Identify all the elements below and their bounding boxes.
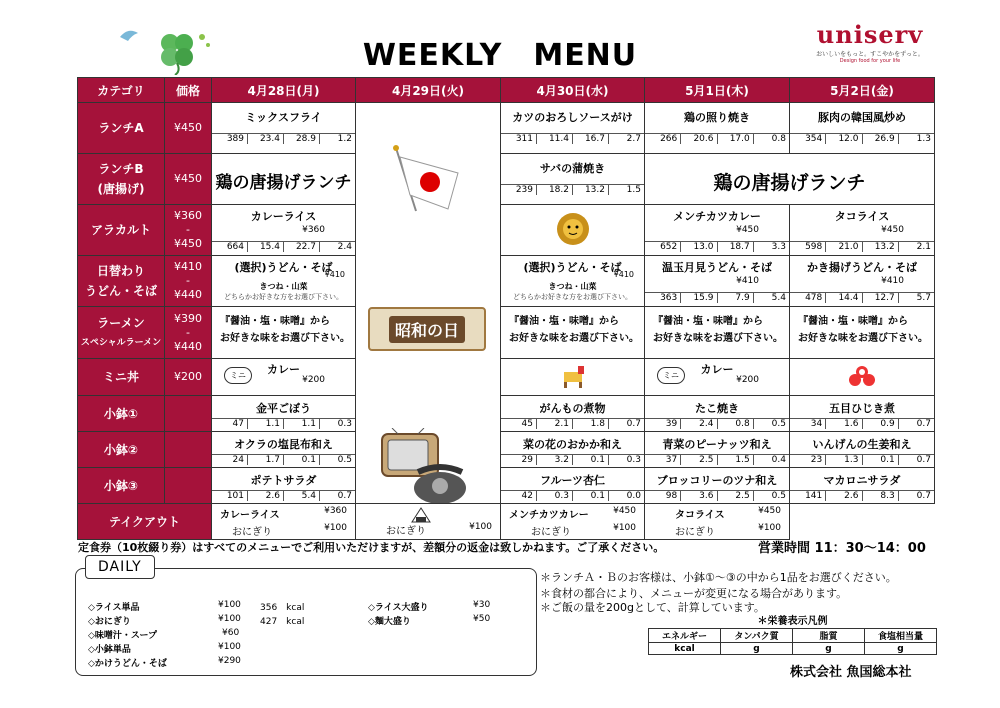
price-ramen: ¥390 - ¥440 <box>165 307 212 359</box>
dish-name: オクラの塩昆布和え <box>234 438 333 451</box>
page-title: WEEKLY MENU <box>362 38 638 73</box>
nutrition-row: 652 13.0 18.7 3.3 <box>645 241 789 252</box>
kobachi-3-wed <box>501 468 645 504</box>
dish-name: 鶏の照り焼き <box>684 111 750 124</box>
clover-icon <box>112 15 212 75</box>
uniserv-logo <box>800 20 940 64</box>
daily-panel <box>75 568 537 676</box>
dish-price: ¥360 <box>324 506 347 516</box>
dish-options: きつね・山菜 <box>259 282 308 291</box>
dish-name: フルーツ杏仁 <box>539 474 606 487</box>
nutrition-row: 24 1.7 0.1 0.5 <box>212 454 355 465</box>
lunch-b-thu-fri <box>645 154 935 205</box>
company-name: 株式会社 魚国総本社 <box>790 665 912 680</box>
dish-name: マカロニサラダ <box>823 474 901 487</box>
daily-item-name: ◇小鉢単品 <box>88 645 131 655</box>
daily-extra-name: ◇ライス大盛り <box>368 603 429 613</box>
header-price: 価格 <box>165 78 212 103</box>
onigiri-price: ¥100 <box>758 523 781 533</box>
daily-item-name: ◇ライス単品 <box>88 603 140 613</box>
kobachi-1-mon <box>212 396 356 432</box>
dish-price: ¥410 <box>613 270 634 279</box>
udon-thu <box>645 256 790 307</box>
header-day-tue: 4月29日(火) <box>356 78 501 103</box>
category-lunch-b: ランチB (唐揚げ) <box>78 154 165 205</box>
nutrition-row: 389 23.4 28.9 1.2 <box>212 133 355 144</box>
daily-item-price: ¥290 <box>218 656 241 666</box>
udon-wed <box>501 256 645 307</box>
dish-price: ¥410 <box>881 276 904 286</box>
kobachi-1-thu <box>645 396 790 432</box>
dish-price: ¥450 <box>758 506 781 516</box>
category-minidon: ミニ丼 <box>78 359 165 396</box>
dish-name: 五目ひじき煮 <box>829 402 895 415</box>
nutrition-row: 39 2.4 0.8 0.5 <box>645 418 789 429</box>
kobachi-1-fri <box>790 396 935 432</box>
kobachi-2-mon <box>212 432 356 468</box>
ramen-wed: 『醤油・塩・味噌』から お好きな味をお選び下さい。 <box>501 307 645 359</box>
note-3: ＊ご飯の量を200gとして、計算しています。 <box>540 601 765 614</box>
daily-item-price: ¥100 <box>218 614 241 624</box>
takeout-mon <box>212 504 356 540</box>
category-takeout: テイクアウト <box>78 504 212 540</box>
onigiri-icon <box>411 507 431 523</box>
horse-toy-icon <box>558 362 588 390</box>
nutrition-row: 101 2.6 5.4 0.7 <box>212 490 355 501</box>
minidon-mon <box>212 359 356 396</box>
ramen-fri: 『醤油・塩・味噌』から お好きな味をお選び下さい。 <box>790 307 935 359</box>
kobachi-2-fri <box>790 432 935 468</box>
daily-extra-price: ¥50 <box>473 614 491 624</box>
daruma-icon <box>847 364 877 388</box>
dish-name: メンチカツカレー <box>673 210 761 223</box>
lunch-a-mon <box>212 103 356 154</box>
nutrition-row: 47 1.1 1.1 0.3 <box>212 418 355 429</box>
onigiri-label: おにぎり <box>675 527 715 538</box>
holiday-label: 昭和の日 <box>389 316 465 343</box>
category-kobachi-2: 小鉢② <box>78 432 165 468</box>
dish-name: がんもの煮物 <box>539 402 606 415</box>
nutrition-row: 664 15.4 22.7 2.4 <box>212 241 355 252</box>
dish-name: いんげんの生姜和え <box>812 438 912 451</box>
lunch-b-wed <box>501 154 645 205</box>
dish-name: ポテトサラダ <box>250 474 317 487</box>
dish-name: 鶏の唐揚げランチ <box>713 172 866 194</box>
category-ramen: ラーメン スペシャルラーメン <box>78 307 165 359</box>
nutrition-row: 311 11.4 16.7 2.7 <box>501 133 644 144</box>
daily-item-kcal: 356 kcal <box>260 603 305 613</box>
header-category: カテゴリ <box>78 78 165 103</box>
dish-price: ¥450 <box>881 225 904 235</box>
ramen-thu: 『醤油・塩・味噌』から お好きな味をお選び下さい。 <box>645 307 790 359</box>
nutrition-row: 42 0.3 0.1 0.0 <box>501 490 644 501</box>
dish-price: ¥360 <box>302 225 325 235</box>
kobachi-2-thu <box>645 432 790 468</box>
logo-brand: uniserv <box>816 20 924 49</box>
daily-extra-name: ◇麺大盛り <box>368 617 411 627</box>
daily-label: DAILY <box>85 555 155 579</box>
price-udon: ¥410 - ¥440 <box>165 256 212 307</box>
dish-name: ブロッコリーのツナ和え <box>656 474 778 487</box>
dish-price: ¥450 <box>613 506 636 516</box>
note-1: ＊ランチＡ・Ｂのお客様は、小鉢①～③の中から1品をお選びください。 <box>540 571 897 584</box>
nutrition-row: 45 2.1 1.8 0.7 <box>501 418 644 429</box>
alacarte-thu <box>645 205 790 256</box>
dish-price: ¥410 <box>736 276 759 286</box>
onigiri-label: おにぎり <box>531 527 571 538</box>
dish-price: ¥450 <box>736 225 759 235</box>
nutrition-row: 478 14.4 12.7 5.7 <box>790 292 934 303</box>
daily-item-kcal: 427 kcal <box>260 617 305 627</box>
dish-note: どちらかお好きな方をお選び下さい。 <box>224 293 343 301</box>
daily-item-name: ◇おにぎり <box>88 617 131 627</box>
onigiri-price: ¥100 <box>469 522 492 532</box>
header-day-fri: 5月2日(金) <box>790 78 935 103</box>
dish-name: 金平ごぼう <box>256 402 311 415</box>
price-minidon: ¥200 <box>165 359 212 396</box>
category-kobachi-1: 小鉢① <box>78 396 165 432</box>
note-2: ＊食材の都合により、メニューが変更になる場合があります。 <box>540 587 848 600</box>
onigiri-price: ¥100 <box>324 523 347 533</box>
alacarte-fri <box>790 205 935 256</box>
dish-name: メンチカツカレー <box>509 510 589 521</box>
nutrition-row: 598 21.0 13.2 2.1 <box>790 241 934 252</box>
header-day-wed: 4月30日(水) <box>501 78 645 103</box>
lunch-b-mon <box>212 154 356 205</box>
takeout-fri <box>645 504 790 540</box>
legend-table: エネルギー タンパク質 脂質 食塩相当量 kcal g g g <box>648 628 937 655</box>
nutrition-row: 141 2.6 8.3 0.7 <box>790 490 934 501</box>
daily-item-price: ¥60 <box>222 628 240 638</box>
onigiri-label: おにぎり <box>232 527 272 538</box>
dish-name: タコライス <box>675 510 725 521</box>
udon-fri <box>790 256 935 307</box>
daily-item-name: ◇かけうどん・そば <box>88 659 167 669</box>
logo-tagline: おいしいをもっと。すこやかをずっと。 <box>816 51 924 58</box>
holiday-column <box>356 103 501 504</box>
dish-name: (選択)うどん・そば <box>234 261 333 274</box>
dish-name: 青菜のピーナッツ和え <box>662 438 772 451</box>
kobachi-3-fri <box>790 468 935 504</box>
kobachi-1-wed <box>501 396 645 432</box>
lunch-a-wed <box>501 103 645 154</box>
mini-bubble-icon: ミニ <box>224 367 252 384</box>
nutrition-row: 34 1.6 0.9 0.7 <box>790 418 934 429</box>
price-alacarte: ¥360 - ¥450 <box>165 205 212 256</box>
holiday-badge <box>368 307 486 351</box>
dish-name: ミックスフライ <box>245 111 322 124</box>
nutrition-row: 23 1.3 0.1 0.7 <box>790 454 934 465</box>
nutrition-row: 37 2.5 1.5 0.4 <box>645 454 789 465</box>
japan-flag-icon <box>386 143 466 213</box>
lunch-a-thu <box>645 103 790 154</box>
mini-bubble-icon: ミニ <box>657 367 685 384</box>
dish-name: 豚肉の韓国風炒め <box>818 111 906 124</box>
logo-sub: Design food for your life <box>839 58 901 64</box>
dish-name: サバの蒲焼き <box>539 162 606 175</box>
lion-icon <box>555 211 591 247</box>
header-day-mon: 4月28日(月) <box>212 78 356 103</box>
minidon-thu <box>645 359 790 396</box>
dish-price: ¥200 <box>736 375 759 385</box>
alacarte-mon <box>212 205 356 256</box>
onigiri-price: ¥100 <box>613 523 636 533</box>
price-lunch-b: ¥450 <box>165 154 212 205</box>
dish-name: カレー <box>700 363 734 376</box>
minidon-wed <box>501 359 645 396</box>
category-alacarte: アラカルト <box>78 205 165 256</box>
daily-item-name: ◇味噌汁・スープ <box>88 631 158 641</box>
dish-name: タコライス <box>834 210 890 223</box>
kobachi-2-wed <box>501 432 645 468</box>
header-day-thu: 5月1日(木) <box>645 78 790 103</box>
retro-tv-phone-icon <box>378 428 478 504</box>
dish-name: たこ焼き <box>695 402 739 415</box>
dish-price: ¥200 <box>302 375 325 385</box>
dish-name: かき揚げうどん・そば <box>807 261 917 274</box>
dish-name: 菜の花のおかか和え <box>523 438 622 451</box>
category-udon: 日替わり うどん・そば <box>78 256 165 307</box>
takeout-thu <box>501 504 645 540</box>
ramen-mon: 『醤油・塩・味噌』から お好きな味をお選び下さい。 <box>212 307 356 359</box>
minidon-fri <box>790 359 935 396</box>
dish-name: 温玉月見うどん・そば <box>662 261 772 274</box>
lunch-a-fri <box>790 103 935 154</box>
dish-name: カツのおろしソースがけ <box>512 111 633 124</box>
dish-price: ¥410 <box>324 270 345 279</box>
nutrition-legend <box>648 612 937 655</box>
category-lunch-a: ランチA <box>78 103 165 154</box>
nutrition-row: 239 18.2 13.2 1.5 <box>501 184 644 195</box>
price-lunch-a: ¥450 <box>165 103 212 154</box>
dish-options: きつね・山菜 <box>548 282 597 291</box>
onigiri-label: おにぎり <box>386 526 426 537</box>
nutrition-row: 266 20.6 17.0 0.8 <box>645 133 789 144</box>
alacarte-wed <box>501 205 645 256</box>
udon-mon <box>212 256 356 307</box>
dish-note: どちらかお好きな方をお選び下さい。 <box>513 293 632 301</box>
daily-item-price: ¥100 <box>218 642 241 652</box>
nutrition-row: 29 3.2 0.1 0.3 <box>501 454 644 465</box>
kobachi-3-thu <box>645 468 790 504</box>
nutrition-row: 98 3.6 2.5 0.5 <box>645 490 789 501</box>
kobachi-3-mon <box>212 468 356 504</box>
nutrition-row: 354 12.0 26.9 1.3 <box>790 133 934 144</box>
legend-caption: ＊栄養表示凡例 <box>757 616 828 627</box>
dish-name: カレーライス <box>250 210 317 223</box>
dish-name: カレー <box>267 363 300 376</box>
category-kobachi-3: 小鉢③ <box>78 468 165 504</box>
takeout-wed <box>356 504 501 540</box>
daily-extra-price: ¥30 <box>473 600 491 610</box>
menu-table <box>77 77 935 540</box>
business-hours: 営業時間 11：30～14：00 <box>758 541 926 556</box>
dish-name: 鶏の唐揚げランチ <box>215 173 352 193</box>
nutrition-row: 363 15.9 7.9 5.4 <box>645 292 789 303</box>
ticket-notice: 定食券（10枚綴り券）はすべてのメニューでご利用いただけますが、差額分の返金は致しかねます。ご了承ください。 <box>78 541 665 554</box>
daily-item-price: ¥100 <box>218 600 241 610</box>
dish-name: (選択)うどん・そば <box>523 261 622 274</box>
dish-name: カレーライス <box>220 510 280 521</box>
